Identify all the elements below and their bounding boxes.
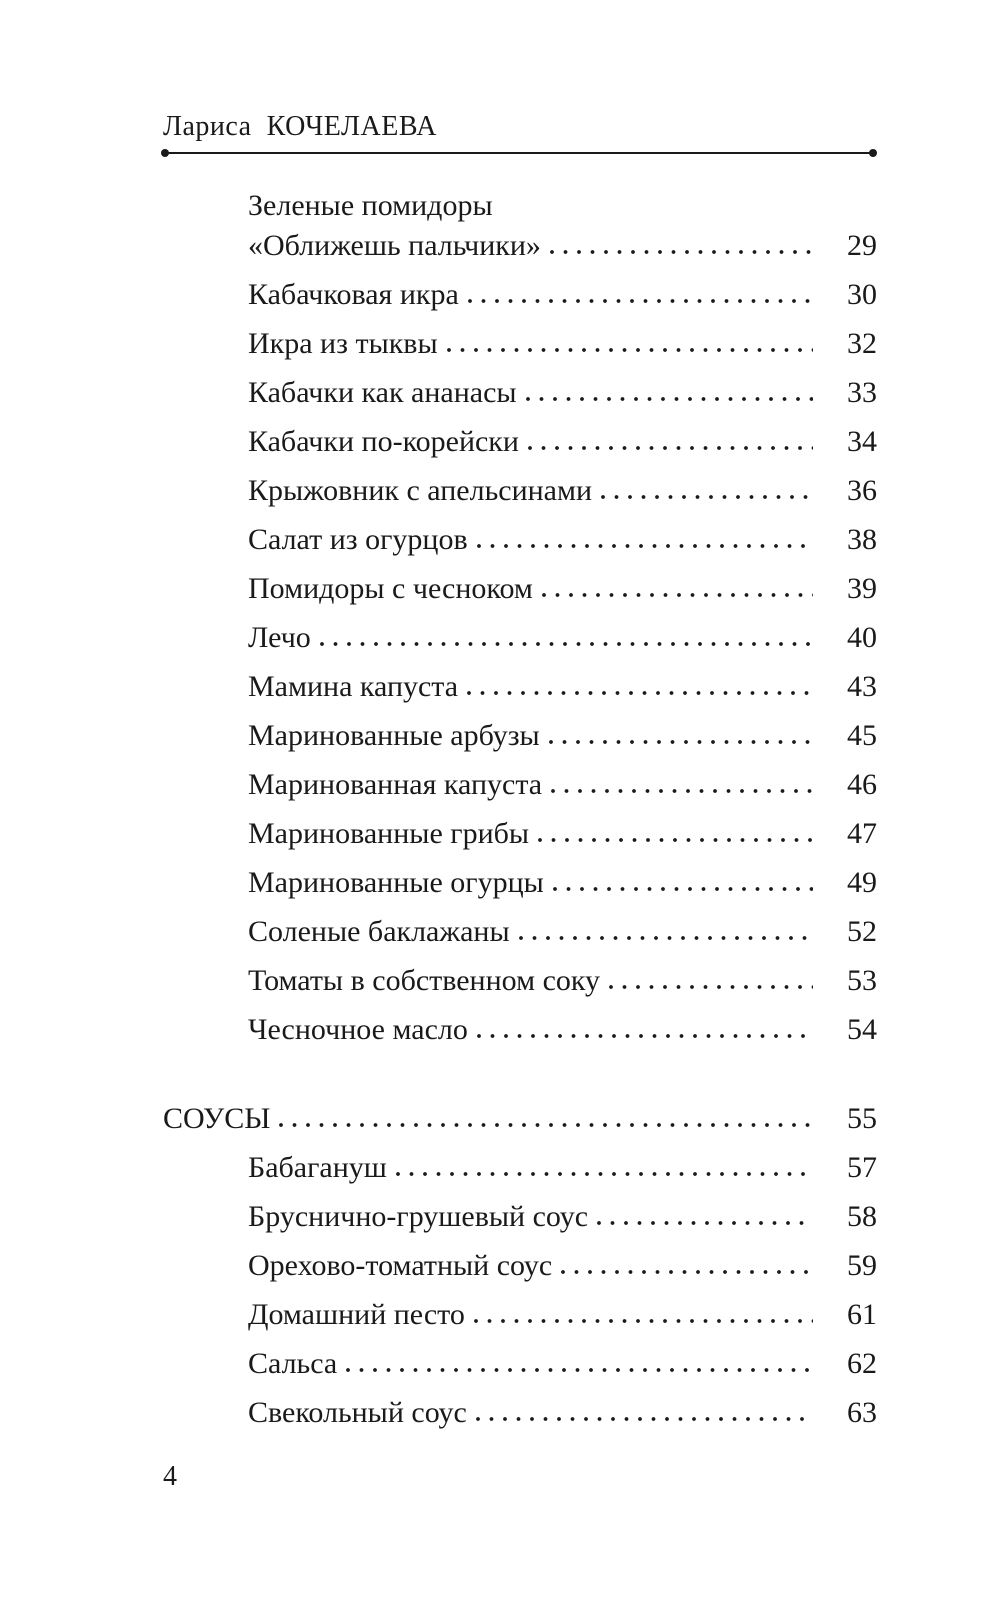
toc-entry-page: 61 bbox=[847, 1298, 877, 1331]
dot-leader bbox=[527, 445, 813, 451]
toc-list bbox=[163, 186, 877, 1442]
header-rule bbox=[163, 152, 875, 154]
toc-entry bbox=[163, 667, 877, 707]
toc-entry-page: 62 bbox=[847, 1347, 877, 1380]
toc-entry-title: Маринованные арбузы bbox=[248, 719, 540, 752]
dot-leader bbox=[319, 641, 813, 647]
dot-leader bbox=[446, 347, 813, 353]
toc-entry bbox=[163, 863, 877, 903]
dot-leader bbox=[541, 592, 813, 598]
toc-entry-row bbox=[248, 324, 877, 364]
toc-entry bbox=[163, 186, 877, 266]
toc-entry-title: Маринованные огурцы bbox=[248, 866, 544, 899]
toc-entry bbox=[163, 1393, 877, 1433]
toc-entry-page: 39 bbox=[847, 572, 877, 605]
toc-entry bbox=[163, 1246, 877, 1286]
dot-leader bbox=[600, 494, 813, 500]
toc-entry-row bbox=[248, 422, 877, 462]
toc-entry-row bbox=[248, 1197, 877, 1237]
toc-entry bbox=[163, 1197, 877, 1237]
toc-entry bbox=[163, 471, 877, 511]
toc-entry-page: 47 bbox=[847, 817, 877, 850]
toc-entry-row bbox=[248, 814, 877, 854]
toc-entry bbox=[163, 1295, 877, 1335]
toc-entry bbox=[163, 569, 877, 609]
toc-entry-page: 32 bbox=[847, 327, 877, 360]
dot-leader bbox=[525, 396, 813, 402]
toc-entry-page: 59 bbox=[847, 1249, 877, 1282]
toc-entry-title: Свекольный соус bbox=[248, 1396, 467, 1429]
toc-entry bbox=[163, 324, 877, 364]
toc-entry bbox=[163, 373, 877, 413]
toc-entry-extra-lines bbox=[248, 186, 877, 226]
toc-entry-title: Соленые баклажаны bbox=[248, 915, 510, 948]
toc-entry-row bbox=[248, 1393, 877, 1433]
toc-entry-page: 52 bbox=[847, 915, 877, 948]
toc-entry bbox=[163, 275, 877, 315]
toc-entry-page: 53 bbox=[847, 964, 877, 997]
toc-entry-row bbox=[163, 1099, 877, 1139]
dot-leader bbox=[560, 1269, 813, 1275]
toc-entry-title: Маринованная капуста bbox=[248, 768, 543, 801]
toc-entry-page: 30 bbox=[847, 278, 877, 311]
toc-entry-title: Орехово-томатный соус bbox=[248, 1249, 553, 1282]
toc-entry-page: 33 bbox=[847, 376, 877, 409]
toc-entry-page: 29 bbox=[847, 229, 877, 262]
toc-entry-row bbox=[248, 618, 877, 658]
toc-entry bbox=[163, 716, 877, 756]
toc-entry-title: Домашний песто bbox=[248, 1298, 465, 1331]
toc-entry-row bbox=[248, 863, 877, 903]
toc-entry-title: Крыжовник с апельсинами bbox=[248, 474, 593, 507]
toc-entry-page: 55 bbox=[847, 1102, 877, 1135]
toc-entry bbox=[163, 1148, 877, 1188]
dot-leader bbox=[467, 298, 813, 304]
toc-entry-title: Кабачковая икра bbox=[248, 278, 459, 311]
toc-entry-page: 34 bbox=[847, 425, 877, 458]
toc-entry bbox=[163, 618, 877, 658]
toc-entry-row bbox=[248, 1344, 877, 1384]
dot-leader bbox=[550, 788, 813, 794]
toc-entry-title: Маринованные грибы bbox=[248, 817, 530, 850]
toc-entry bbox=[163, 961, 877, 1001]
dot-leader bbox=[552, 886, 813, 892]
toc-entry-title-line: Зеленые помидоры bbox=[248, 189, 493, 222]
toc-entry-title: Икра из тыквы bbox=[248, 327, 438, 360]
toc-entry-title: Помидоры с чесноком bbox=[248, 572, 533, 605]
toc-entry-page: 46 bbox=[847, 768, 877, 801]
toc-entry-page: 58 bbox=[847, 1200, 877, 1233]
toc-entry-title: Сальса bbox=[248, 1347, 338, 1380]
toc-entry-row bbox=[248, 569, 877, 609]
dot-leader bbox=[476, 1033, 813, 1039]
toc-entry-title: Томаты в собственном соку bbox=[248, 964, 601, 997]
toc-entry-title: СОУСЫ bbox=[163, 1102, 271, 1135]
toc-entry-page: 38 bbox=[847, 523, 877, 556]
toc-entry-row bbox=[248, 765, 877, 805]
toc-entry-row bbox=[248, 912, 877, 952]
toc-entry-page: 45 bbox=[847, 719, 877, 752]
dot-leader bbox=[278, 1122, 813, 1128]
toc-entry-page: 57 bbox=[847, 1151, 877, 1184]
toc-entry-page: 36 bbox=[847, 474, 877, 507]
dot-leader bbox=[466, 690, 813, 696]
toc-entry-page: 63 bbox=[847, 1396, 877, 1429]
toc-entry-page: 54 bbox=[847, 1013, 877, 1046]
toc-entry-row bbox=[248, 1148, 877, 1188]
toc-entry-row bbox=[248, 373, 877, 413]
toc-entry-page: 49 bbox=[847, 866, 877, 899]
toc-entry-row bbox=[248, 667, 877, 707]
toc-entry-title: Салат из огурцов bbox=[248, 523, 468, 556]
toc-entry bbox=[163, 1344, 877, 1384]
toc-entry-row bbox=[248, 226, 877, 266]
toc-entry bbox=[163, 1010, 877, 1050]
dot-leader bbox=[596, 1220, 813, 1226]
dot-leader bbox=[549, 249, 813, 255]
toc-entry-row bbox=[248, 716, 877, 756]
toc-entry-title: Бруснично-грушевый соус bbox=[248, 1200, 589, 1233]
toc-entry-row bbox=[248, 471, 877, 511]
dot-leader bbox=[537, 837, 813, 843]
toc-entry bbox=[163, 765, 877, 805]
toc-entry-title: Мамина капуста bbox=[248, 670, 459, 703]
toc-entry-row bbox=[248, 1295, 877, 1335]
toc-entry-row bbox=[248, 275, 877, 315]
dot-leader bbox=[476, 543, 813, 549]
dot-leader bbox=[475, 1416, 813, 1422]
toc-entry bbox=[163, 814, 877, 854]
toc-entry bbox=[163, 1099, 877, 1139]
toc-entry-title: Бабагануш bbox=[248, 1151, 387, 1184]
dot-leader bbox=[395, 1171, 813, 1177]
toc-entry bbox=[163, 422, 877, 462]
toc-entry-title: Лечо bbox=[248, 621, 311, 654]
toc-entry-row bbox=[248, 1246, 877, 1286]
toc-entry bbox=[163, 520, 877, 560]
dot-leader bbox=[473, 1318, 813, 1324]
toc-entry-title: Кабачки как ананасы bbox=[248, 376, 517, 409]
toc-entry-title: «Оближешь пальчики» bbox=[248, 229, 541, 262]
toc-entry-page: 40 bbox=[847, 621, 877, 654]
toc-entry-title: Кабачки по-корейски bbox=[248, 425, 519, 458]
toc-entry-page: 43 bbox=[847, 670, 877, 703]
folio-page-number: 4 bbox=[163, 1461, 177, 1492]
toc-entry-row bbox=[248, 520, 877, 560]
author-name: Лариса КОЧЕЛАЕВА bbox=[163, 111, 437, 142]
dot-leader bbox=[518, 935, 813, 941]
toc-entry-row bbox=[248, 961, 877, 1001]
dot-leader bbox=[608, 984, 813, 990]
toc-entry-title: Чесночное масло bbox=[248, 1013, 468, 1046]
dot-leader bbox=[548, 739, 813, 745]
toc-entry bbox=[163, 912, 877, 952]
dot-leader bbox=[345, 1367, 813, 1373]
toc-entry-row bbox=[248, 1010, 877, 1050]
